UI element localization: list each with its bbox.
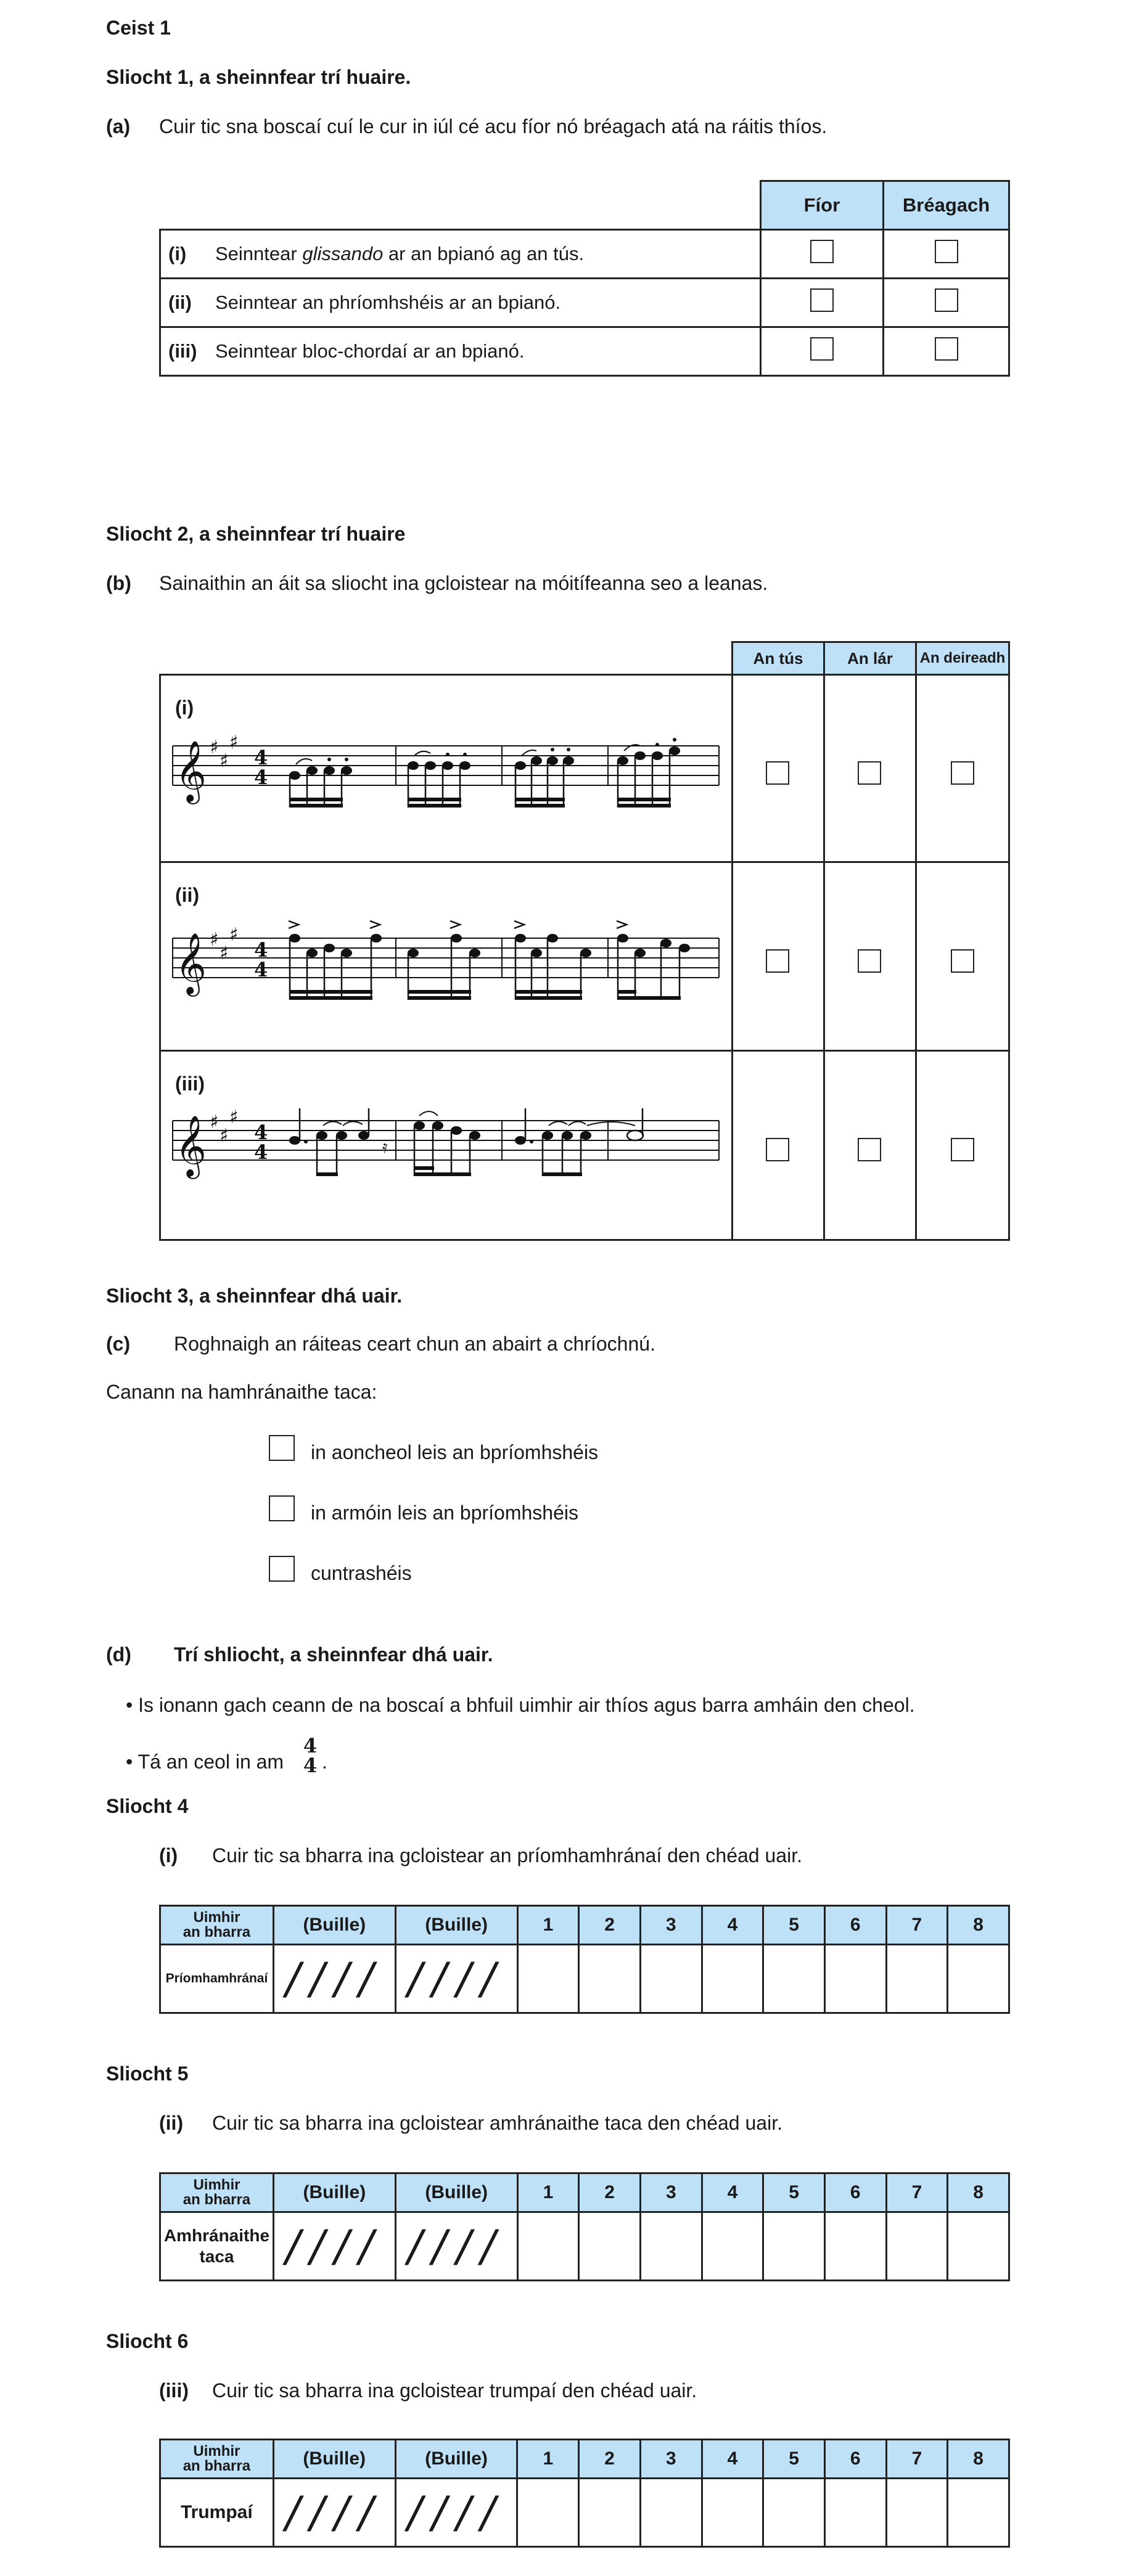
end-checkbox[interactable] — [951, 949, 974, 973]
music-stave-ii — [166, 901, 728, 1037]
bar-7-header: 7 — [886, 2173, 948, 2212]
bar-2-header: 2 — [579, 1906, 641, 1945]
bullet-1: • Is ionann gach ceann de na boscaí a bhfuil uimhir air thíos agus barra amháin den cheol. — [126, 1694, 915, 1716]
treble-clef-icon: 𝄞 — [175, 740, 207, 802]
start-checkbox[interactable] — [766, 761, 789, 785]
bar-5-header: 5 — [763, 1906, 825, 1945]
bar-5-cell[interactable] — [763, 2479, 825, 2547]
bar-3-cell[interactable] — [640, 2479, 702, 2547]
bar-4-header: 4 — [702, 2173, 763, 2212]
middle-checkbox[interactable] — [858, 761, 881, 785]
middle-checkbox[interactable] — [858, 949, 881, 973]
middle-checkbox[interactable] — [858, 1138, 881, 1161]
svg-text:♯: ♯ — [210, 1111, 219, 1133]
bar-3-header: 3 — [640, 2440, 702, 2479]
beat-marks: //// — [273, 1945, 395, 2013]
bullet-2-end: . — [322, 1751, 327, 1773]
svg-text:𝄿: 𝄿 — [382, 1137, 388, 1157]
svg-text:♯: ♯ — [229, 1106, 239, 1128]
bar-7-header: 7 — [886, 2440, 948, 2479]
motif-label: (ii) — [175, 884, 200, 906]
option-label: in aoncheol leis an bpríomhshéis — [311, 1441, 599, 1463]
part-c-instruction: Roghnaigh an ráiteas ceart chun an abairt a chríochnú. — [174, 1333, 655, 1355]
sliocht6-heading: Sliocht 6 — [106, 2330, 189, 2352]
start-checkbox[interactable] — [766, 1138, 789, 1161]
bar-7-cell[interactable] — [886, 2212, 948, 2281]
svg-text:♯: ♯ — [229, 924, 239, 946]
sliocht6-instruction: Cuir tic sa bharra ina gcloistear trumpaí den chéad uair. — [212, 2379, 697, 2402]
svg-text:♯: ♯ — [220, 1125, 229, 1147]
beat-header: (Buille) — [395, 2440, 517, 2479]
row-text: Seinntear an phríomhshéis ar an bpianó. — [215, 292, 561, 313]
part-a-table — [159, 180, 1010, 377]
part-d-label: (d) — [106, 1643, 131, 1666]
col-header-end: An deireadh — [915, 641, 1010, 676]
motif-label: (i) — [175, 697, 194, 719]
beat-header: (Buille) — [273, 2440, 395, 2479]
bar-6-cell[interactable] — [824, 1945, 886, 2013]
bar-7-cell[interactable] — [886, 1945, 948, 2013]
svg-text:♯: ♯ — [220, 942, 229, 964]
beat-marks: //// — [273, 2479, 395, 2547]
beat-marks: //// — [395, 2479, 517, 2547]
treble-clef-icon: 𝄞 — [175, 933, 207, 994]
beat-header: (Buille) — [395, 1906, 517, 1945]
false-checkbox[interactable] — [935, 337, 958, 361]
col-false-header: Bréagach — [884, 181, 1009, 230]
bar-4-header: 4 — [702, 2440, 763, 2479]
bar-5-header: 5 — [763, 2173, 825, 2212]
row-label: Trumpaí — [160, 2479, 274, 2547]
row-label: Amhránaithe taca — [160, 2212, 274, 2281]
bar-1-cell[interactable] — [517, 2212, 579, 2281]
sliocht4-instruction: Cuir tic sa bharra ina gcloistear an príomhamhránaí den chéad uair. — [212, 1844, 802, 1867]
option-checkbox[interactable] — [269, 1556, 295, 1582]
row-number: (i) — [168, 243, 187, 264]
part-a-row — [160, 327, 1009, 376]
svg-text:♯: ♯ — [220, 750, 229, 772]
motif-label: (iii) — [175, 1073, 205, 1095]
part-c-label: (c) — [106, 1333, 131, 1355]
row-label: Príomhamhránaí — [160, 1945, 274, 2013]
music-stave-iii — [166, 1090, 728, 1225]
bar-4-header: 4 — [702, 1906, 763, 1945]
true-checkbox[interactable] — [810, 240, 834, 263]
bar-6-header: 6 — [824, 2440, 886, 2479]
bar-8-header: 8 — [948, 1906, 1009, 1945]
bar-4-cell[interactable] — [702, 1945, 763, 2013]
beat-header: (Buille) — [273, 2173, 395, 2212]
sliocht5-num: (ii) — [159, 2112, 184, 2134]
svg-text:♯: ♯ — [210, 929, 219, 951]
col-true-header: Fíor — [760, 181, 884, 230]
bar-1-header: 1 — [517, 2440, 579, 2479]
bar-1-cell[interactable] — [517, 1945, 579, 2013]
svg-text:♯: ♯ — [210, 737, 219, 758]
svg-text:4: 4 — [254, 746, 268, 769]
beat-marks: //// — [273, 2212, 395, 2281]
bar-table-sliocht6 — [159, 2439, 1010, 2548]
true-checkbox[interactable] — [810, 288, 834, 312]
bar-number-header: Uimhir an bharra — [160, 2440, 274, 2479]
bar-3-cell[interactable] — [640, 1945, 702, 2013]
bar-8-cell[interactable] — [948, 1945, 1009, 2013]
sliocht1-heading: Sliocht 1, a sheinnfear trí huaire. — [106, 66, 411, 88]
bar-table-sliocht4 — [159, 1905, 1010, 2014]
bar-table-sliocht5 — [159, 2172, 1010, 2281]
row-text: Seinntear — [215, 243, 303, 264]
bullet-2-text: Tá an ceol in am — [138, 1751, 284, 1773]
time-signature — [254, 1121, 268, 1164]
false-checkbox[interactable] — [935, 240, 958, 263]
row-text: Seinntear bloc-chordaí ar an bpianó. — [215, 340, 525, 362]
beat-header: (Buille) — [273, 1906, 395, 1945]
sliocht5-instruction: Cuir tic sa bharra ina gcloistear amhránaithe taca den chéad uair. — [212, 2112, 782, 2134]
option-label: in armóin leis an bpríomhshéis — [311, 1502, 578, 1524]
bar-1-header: 1 — [517, 2173, 579, 2212]
bar-5-cell[interactable] — [763, 1945, 825, 2013]
bar-1-cell[interactable] — [517, 2479, 579, 2547]
bar-6-cell[interactable] — [824, 2212, 886, 2281]
bar-5-cell[interactable] — [763, 2212, 825, 2281]
svg-text:4: 4 — [254, 958, 268, 981]
row-number: (iii) — [168, 340, 197, 362]
svg-text:4: 4 — [254, 1140, 268, 1164]
part-c-lead: Canann na hamhránaithe taca: — [106, 1381, 377, 1403]
false-checkbox[interactable] — [935, 288, 958, 312]
bar-6-header: 6 — [824, 2173, 886, 2212]
option-checkbox[interactable] — [269, 1435, 295, 1461]
sliocht4-heading: Sliocht 4 — [106, 1795, 189, 1817]
bar-8-cell[interactable] — [948, 2479, 1009, 2547]
option-3[interactable] — [269, 1552, 412, 1585]
bar-3-header: 3 — [640, 2173, 702, 2212]
option-label: cuntrashéis — [311, 1562, 412, 1584]
col-header-middle: An lár — [823, 641, 917, 676]
bar-2-cell[interactable] — [579, 2479, 641, 2547]
part-a-label: (a) — [106, 115, 131, 137]
true-checkbox[interactable] — [810, 337, 834, 361]
part-d-heading: Trí shliocht, a sheinnfear dhá uair. — [174, 1643, 493, 1666]
beat-marks: //// — [395, 2212, 517, 2281]
bar-8-header: 8 — [948, 2440, 1009, 2479]
row-number: (ii) — [168, 292, 192, 313]
sliocht6-num: (iii) — [159, 2379, 189, 2402]
bar-7-cell[interactable] — [886, 2479, 948, 2547]
sliocht4-num: (i) — [159, 1844, 178, 1867]
music-stave-i — [166, 715, 728, 851]
bar-4-cell[interactable] — [702, 2479, 763, 2547]
bar-2-header: 2 — [579, 2440, 641, 2479]
bar-6-header: 6 — [824, 1906, 886, 1945]
bar-5-header: 5 — [763, 2440, 825, 2479]
beat-header: (Buille) — [395, 2173, 517, 2212]
bar-8-header: 8 — [948, 2173, 1009, 2212]
beat-marks: //// — [395, 1945, 517, 2013]
bar-7-header: 7 — [886, 1906, 948, 1945]
part-a-row — [160, 279, 1009, 327]
end-checkbox[interactable] — [951, 1138, 974, 1161]
bullet-2: • Tá an ceol in am — [126, 1751, 284, 1773]
bar-2-header: 2 — [579, 2173, 641, 2212]
time-signature-inline: 4 4 — [303, 1734, 318, 1777]
row-text-end: ar an bpianó ag an tús. — [383, 243, 585, 264]
part-a-instruction: Cuir tic sna boscaí cuí le cur in iúl cé acu fíor nó bréagach atá na ráitis thíos. — [159, 115, 827, 137]
part-b-instruction: Sainaithin an áit sa sliocht ina gcloistear na móitífeanna seo a leanas. — [159, 572, 768, 594]
time-signature — [254, 938, 268, 981]
option-1[interactable] — [269, 1431, 598, 1465]
col-header-start: An tús — [731, 641, 825, 676]
time-signature — [254, 746, 268, 789]
bar-number-header: Uimhir an bharra — [160, 2173, 274, 2212]
row-text-italic: glissando — [302, 243, 384, 264]
bar-2-cell[interactable] — [579, 2212, 641, 2281]
part-a-row — [160, 230, 1009, 279]
option-2[interactable] — [269, 1492, 578, 1525]
bar-4-cell[interactable] — [702, 2212, 763, 2281]
sliocht3-heading: Sliocht 3, a sheinnfear dhá uair. — [106, 1285, 403, 1307]
bar-number-header: Uimhir an bharra — [160, 1906, 274, 1945]
question-title: Ceist 1 — [106, 17, 171, 39]
svg-text:4: 4 — [254, 1121, 268, 1144]
bar-3-cell[interactable] — [640, 2212, 702, 2281]
bullet-1-text: Is ionann gach ceann de na boscaí a bhfuil uimhir air thíos agus barra amháin den cheol. — [138, 1694, 915, 1716]
treble-clef-icon: 𝄞 — [175, 1115, 207, 1177]
svg-text:4: 4 — [254, 766, 268, 789]
bar-2-cell[interactable] — [579, 1945, 641, 2013]
start-checkbox[interactable] — [766, 949, 789, 973]
part-b-label: (b) — [106, 572, 131, 594]
end-checkbox[interactable] — [951, 761, 974, 785]
svg-text:4: 4 — [254, 938, 268, 962]
bar-6-cell[interactable] — [824, 2479, 886, 2547]
svg-text:♯: ♯ — [229, 732, 239, 753]
option-checkbox[interactable] — [269, 1495, 295, 1521]
sliocht5-heading: Sliocht 5 — [106, 2063, 189, 2085]
bar-8-cell[interactable] — [948, 2212, 1009, 2281]
sliocht2-heading: Sliocht 2, a sheinnfear trí huaire — [106, 523, 406, 545]
bar-1-header: 1 — [517, 1906, 579, 1945]
bar-3-header: 3 — [640, 1906, 702, 1945]
